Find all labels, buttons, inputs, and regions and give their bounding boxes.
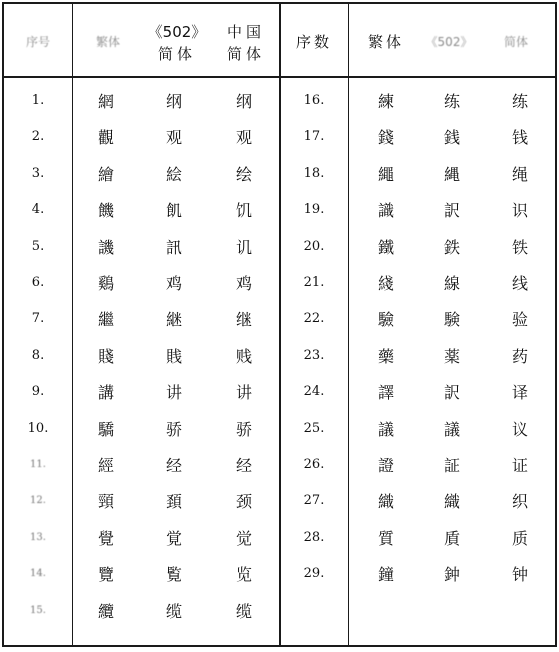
table-cell-trad: 覽 — [97, 565, 114, 584]
header-right-traditional: 繁体 — [367, 33, 404, 51]
table-cell-c502: 经 — [165, 456, 182, 475]
table-cell-cn: 鸡 — [235, 274, 252, 293]
table-cell-c502: 銭 — [443, 128, 460, 147]
table-cell-c502: 讲 — [165, 383, 182, 402]
table-cell-c502: 覧 — [165, 565, 182, 584]
table-cell-index: 17. — [303, 129, 325, 144]
table-cell-c502: 观 — [165, 128, 182, 147]
table-cell-trad: 繩 — [377, 165, 394, 184]
table-cell-trad: 識 — [377, 201, 394, 220]
table-cell-cn: 钟 — [511, 565, 528, 584]
table-cell-cn: 览 — [235, 565, 252, 584]
table-cell-index: 2. — [31, 129, 45, 144]
table-cell-trad: 織 — [377, 492, 394, 511]
table-cell-c502: 線 — [443, 274, 460, 293]
table-cell-index: 28. — [303, 530, 325, 545]
table-cell-trad: 繪 — [97, 165, 114, 184]
column-divider-3 — [348, 2, 349, 647]
table-cell-trad: 鐵 — [377, 238, 394, 257]
table-cell-cn: 药 — [511, 347, 528, 366]
header-right-simplified: 简体 — [503, 35, 528, 49]
table-cell-index: 15. — [30, 605, 46, 616]
table-cell-trad: 錢 — [377, 128, 394, 147]
table-cell-trad: 繼 — [97, 310, 114, 329]
table-cell-index: 22. — [303, 311, 325, 326]
table-cell-index: 27. — [303, 493, 325, 508]
table-cell-cn: 铁 — [511, 238, 528, 257]
header-left-index: 序号 — [25, 35, 50, 49]
header-right-502: 《502》 — [425, 35, 473, 49]
table-cell-index: 18. — [303, 166, 325, 181]
table-cell-c502: 薬 — [443, 347, 460, 366]
table-cell-index: 25. — [303, 421, 325, 436]
table-cell-index: 9. — [31, 384, 45, 399]
table-cell-cn: 证 — [511, 456, 528, 475]
table-cell-index: 1. — [31, 93, 45, 108]
table-cell-index: 10. — [27, 421, 49, 436]
table-cell-c502: 缆 — [165, 602, 182, 621]
table-cell-index: 12. — [30, 495, 46, 506]
column-divider-2 — [279, 2, 281, 647]
table-cell-index: 5. — [31, 239, 45, 254]
table-cell-trad: 譯 — [377, 383, 394, 402]
table-cell-trad: 議 — [377, 420, 394, 439]
table-cell-index: 11. — [30, 459, 46, 470]
table-cell-c502: 証 — [443, 456, 460, 475]
table-cell-index: 29. — [303, 566, 325, 581]
table-cell-trad: 觀 — [97, 128, 114, 147]
table-cell-c502: 鈡 — [443, 565, 460, 584]
table-cell-index: 6. — [31, 275, 45, 290]
table-cell-trad: 綫 — [377, 274, 394, 293]
table-cell-trad: 譏 — [97, 238, 114, 257]
table-cell-c502: 議 — [443, 420, 460, 439]
table-cell-index: 16. — [303, 93, 325, 108]
table-cell-cn: 贱 — [235, 347, 252, 366]
table-cell-cn: 缆 — [235, 602, 252, 621]
header-left-traditional: 繁体 — [95, 35, 120, 49]
table-cell-index: 3. — [31, 166, 45, 181]
table-cell-trad: 賤 — [97, 347, 114, 366]
table-cell-c502: 纲 — [165, 92, 182, 111]
table-cell-index: 13. — [30, 532, 46, 543]
table-cell-trad: 鷄 — [97, 274, 114, 293]
table-cell-trad: 網 — [97, 92, 114, 111]
table-cell-c502: 織 — [443, 492, 460, 511]
table-cell-c502: 訳 — [443, 201, 460, 220]
table-cell-cn: 讲 — [235, 383, 252, 402]
table-cell-c502: 訳 — [443, 383, 460, 402]
table-cell-index: 24. — [303, 384, 325, 399]
header-left-502-line2: 简体 — [157, 45, 196, 63]
table-cell-cn: 验 — [511, 310, 528, 329]
table-cell-cn: 绘 — [235, 165, 252, 184]
table-cell-cn: 识 — [511, 201, 528, 220]
table-cell-cn: 练 — [511, 92, 528, 111]
table-cell-index: 23. — [303, 348, 325, 363]
table-cell-trad: 驗 — [377, 310, 394, 329]
table-cell-trad: 講 — [97, 383, 114, 402]
table-cell-trad: 鐘 — [377, 565, 394, 584]
table-cell-index: 21. — [303, 275, 325, 290]
table-cell-cn: 继 — [235, 310, 252, 329]
column-divider-1 — [72, 2, 73, 647]
table-cell-trad: 頸 — [97, 492, 114, 511]
table-cell-trad: 驕 — [97, 420, 114, 439]
table-cell-c502: 訊 — [165, 238, 182, 257]
table-cell-trad: 纜 — [97, 602, 114, 621]
table-cell-cn: 饥 — [235, 201, 252, 220]
table-cell-trad: 經 — [97, 456, 114, 475]
header-right-index: 序数 — [295, 33, 332, 51]
table-cell-index: 7. — [31, 311, 45, 326]
table-cell-cn: 织 — [511, 492, 528, 511]
table-cell-cn: 颈 — [235, 492, 252, 511]
table-cell-c502: 鸡 — [165, 274, 182, 293]
table-cell-trad: 藥 — [377, 347, 394, 366]
table-cell-index: 19. — [303, 202, 325, 217]
table-border-right — [555, 2, 557, 647]
table-cell-cn: 议 — [511, 420, 528, 439]
table-cell-trad: 覺 — [97, 529, 114, 548]
table-cell-cn: 经 — [235, 456, 252, 475]
table-cell-c502: 覚 — [165, 529, 182, 548]
table-cell-c502: 鉄 — [443, 238, 460, 257]
table-cell-cn: 骄 — [235, 420, 252, 439]
table-cell-cn: 译 — [511, 383, 528, 402]
table-cell-cn: 觉 — [235, 529, 252, 548]
table-cell-trad: 練 — [377, 92, 394, 111]
table-cell-cn: 观 — [235, 128, 252, 147]
table-cell-trad: 證 — [377, 456, 394, 475]
table-cell-trad: 質 — [377, 529, 394, 548]
header-left-china-line1: 中国 — [226, 23, 265, 41]
table-cell-c502: 骄 — [165, 420, 182, 439]
table-cell-trad: 饑 — [97, 201, 114, 220]
table-cell-c502: 絵 — [165, 165, 182, 184]
table-cell-cn: 质 — [511, 529, 528, 548]
table-cell-c502: 継 — [165, 310, 182, 329]
table-cell-c502: 貭 — [443, 529, 460, 548]
table-cell-index: 14. — [30, 568, 46, 579]
table-cell-c502: 练 — [443, 92, 460, 111]
table-cell-c502: 験 — [443, 310, 460, 329]
table-cell-index: 26. — [303, 457, 325, 472]
table-border-left — [2, 2, 4, 647]
table-cell-index: 8. — [31, 348, 45, 363]
table-cell-c502: 縄 — [443, 165, 460, 184]
table-cell-index: 4. — [31, 202, 45, 217]
table-cell-cn: 线 — [511, 274, 528, 293]
header-left-china-line2: 简体 — [226, 45, 265, 63]
table-cell-c502: 飢 — [165, 201, 182, 220]
table-cell-cn: 绳 — [511, 165, 528, 184]
table-cell-c502: 賎 — [165, 347, 182, 366]
table-cell-index: 20. — [303, 239, 325, 254]
table-cell-cn: 纲 — [235, 92, 252, 111]
table-cell-cn: 讥 — [235, 238, 252, 257]
table-cell-cn: 钱 — [511, 128, 528, 147]
table-cell-c502: 頚 — [165, 492, 182, 511]
header-left-502-line1: 《502》 — [147, 23, 207, 41]
